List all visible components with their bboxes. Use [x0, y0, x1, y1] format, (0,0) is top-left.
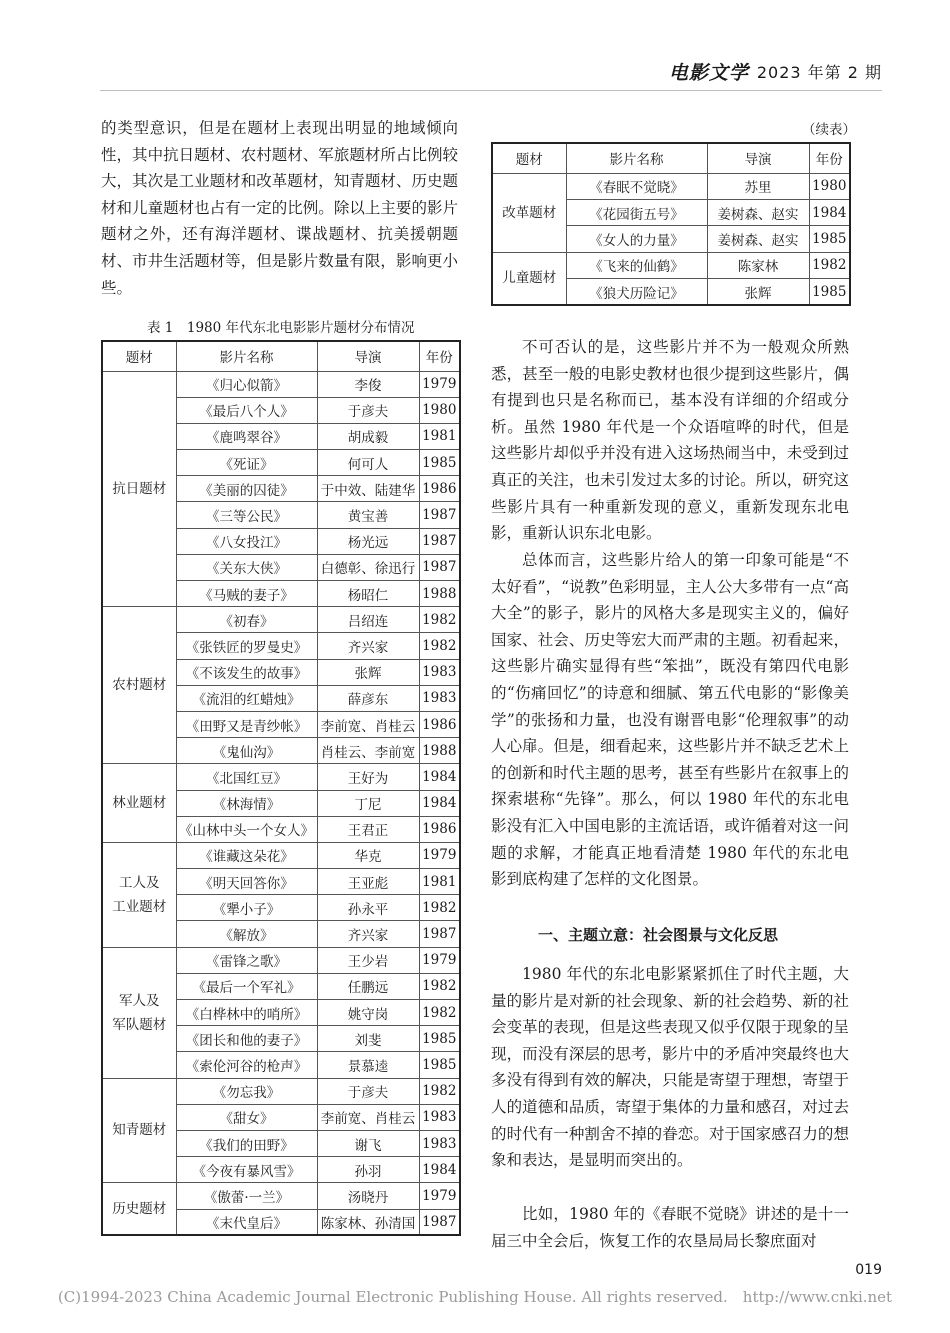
year-cell: 1982: [809, 252, 850, 278]
year-cell: 1979: [419, 842, 460, 868]
director-cell: 谢飞: [317, 1130, 419, 1156]
table2-header-year: 年份: [809, 143, 850, 173]
table-row: [102, 1078, 460, 1104]
year-cell: 1981: [419, 869, 460, 895]
category-cell: 改革题材: [492, 173, 566, 252]
director-cell: 齐兴家: [317, 921, 419, 947]
film-title-cell: 《团长和他的妻子》: [176, 1026, 317, 1052]
director-cell: 姜树森、赵实: [707, 199, 809, 225]
director-cell: 白德彰、徐迅行: [317, 554, 419, 580]
director-cell: 李俊: [317, 371, 419, 397]
film-title-cell: 《林海情》: [176, 790, 317, 816]
film-title-cell: 《关东大侠》: [176, 554, 317, 580]
category-cell: 儿童题材: [492, 252, 566, 305]
film-title-cell: 《山林中头一个女人》: [176, 816, 317, 842]
category-cell: 军人及 军队题材: [102, 947, 176, 1078]
table-row: [102, 1183, 460, 1209]
director-cell: 杨光远: [317, 528, 419, 554]
director-cell: 黄宝善: [317, 502, 419, 528]
film-title-cell: 《甜女》: [176, 1104, 317, 1130]
copyright-footer: (C)1994-2023 China Academic Journal Electronic Publishing House. All rights reserved. http://www.cnki.net: [57, 1288, 893, 1306]
director-cell: 张辉: [707, 279, 809, 305]
header-rule: [100, 90, 882, 91]
year-cell: 1981: [419, 423, 460, 449]
director-cell: 胡成毅: [317, 423, 419, 449]
director-cell: 刘斐: [317, 1026, 419, 1052]
table-row: [492, 252, 850, 278]
film-title-cell: 《花园街五号》: [566, 199, 707, 225]
category-cell: 知青题材: [102, 1078, 176, 1183]
table1-header-year: 年份: [419, 341, 460, 371]
film-title-cell: 《勿忘我》: [176, 1078, 317, 1104]
right-paragraph-1: 不可否认的是，这些影片并不为一般观众所熟悉，甚至一般的电影史教材也很少提到这些影片，偶有提到也只是名称而已，基本没有详细的介绍或分析。虽然 1980 年代是一个众语喧哗的时代，但是这些影片却似乎并没有进入这场热闹当中，未受到过真正的关注，也未引发过太多的讨论。所以，研究这些影片具有一种重新发现的意义，重新发现东北电影，重新认识东北电影。: [491, 338, 849, 543]
year-cell: 1986: [419, 816, 460, 842]
year-cell: 1980: [419, 397, 460, 423]
right-paragraph-3: 1980 年代的东北电影紧紧抓住了时代主题，大量的影片是对新的社会现象、新的社会趋势、新的社会变革的表现，但是这些表现又似乎仅限于现象的呈现，而没有深层的思考，影片中的矛盾冲突最终也大多没有得到有效的解决，只能是寄望于理想，寄望于人的道德和品质，寄望于集体的力量和感召，对过去的时代有一种割舍不掉的眷恋。对于国家感召力的想象和表达，是显明而突出的。: [491, 965, 849, 1170]
director-cell: 陈家林、孙清国: [317, 1209, 419, 1235]
year-cell: 1982: [419, 973, 460, 999]
director-cell: 丁尼: [317, 790, 419, 816]
film-title-cell: 《犟小子》: [176, 895, 317, 921]
table2: [491, 142, 851, 306]
film-title-cell: 《三等公民》: [176, 502, 317, 528]
film-title-cell: 《谁藏这朵花》: [176, 842, 317, 868]
table1-header-category: 题材: [102, 341, 176, 371]
film-title-cell: 《不该发生的故事》: [176, 659, 317, 685]
director-cell: 孙羽: [317, 1157, 419, 1183]
director-cell: 吕绍连: [317, 607, 419, 633]
table-row: [102, 764, 460, 790]
film-title-cell: 《狼犬历险记》: [566, 279, 707, 305]
director-cell: 姜树森、赵实: [707, 226, 809, 252]
film-title-cell: 《春眠不觉晓》: [566, 173, 707, 199]
film-title-cell: 《女人的力量》: [566, 226, 707, 252]
table-row: [102, 842, 460, 868]
year-cell: 1984: [809, 199, 850, 225]
year-cell: 1987: [419, 921, 460, 947]
year-cell: 1980: [809, 173, 850, 199]
table2-header-title: 影片名称: [566, 143, 707, 173]
film-title-cell: 《明天回答你》: [176, 869, 317, 895]
year-cell: 1986: [419, 711, 460, 737]
year-cell: 1984: [419, 764, 460, 790]
film-title-cell: 《最后一个军礼》: [176, 973, 317, 999]
table2-header-director: 导演: [707, 143, 809, 173]
year-cell: 1985: [419, 1052, 460, 1078]
film-title-cell: 《我们的田野》: [176, 1130, 317, 1156]
left-intro-paragraph: 的类型意识，但是在题材上表现出明显的地域倾向性，其中抗日题材、农村题材、军旅题材所占比例较大，其次是工业题材和改革题材，知青题材、历史题材和儿童题材也占有一定的比例。除以上主要的影片题材之外，还有海洋题材、谍战题材、抗美援朝题材、市井生活题材等，但是影片数量有限，影响更小些。: [101, 119, 458, 297]
film-title-cell: 《流泪的红蜡烛》: [176, 685, 317, 711]
right-paragraph-4: 比如，1980 年的《春眠不觉晓》讲述的是十一届三中全会后，恢复工作的农垦局局长黎庶面对: [491, 1205, 849, 1250]
film-title-cell: 《北国红豆》: [176, 764, 317, 790]
category-cell: 抗日题材: [102, 371, 176, 607]
director-cell: 何可人: [317, 450, 419, 476]
running-header: [669, 58, 882, 85]
table1-header-director: 导演: [317, 341, 419, 371]
section-heading: 一、主题立意：社会图景与文化反思: [538, 926, 779, 944]
director-cell: 王少岩: [317, 947, 419, 973]
film-title-cell: 《解放》: [176, 921, 317, 947]
director-cell: 于中效、陆建华: [317, 476, 419, 502]
year-cell: 1985: [419, 450, 460, 476]
film-title-cell: 《雷锋之歌》: [176, 947, 317, 973]
category-cell: 历史题材: [102, 1183, 176, 1235]
film-title-cell: 《田野又是青纱帐》: [176, 711, 317, 737]
right-paragraph-2: 总体而言，这些影片给人的第一印象可能是“不太好看”，“说教”色彩明显，主人公大多带有一点“高大全”的影子，影片的风格大多是现实主义的，偏好国家、社会、历史等宏大而严肃的主题。初看起来，这些影片确实显得有些“笨拙”，既没有第四代电影的“伤痛回忆”的诗意和细腻、第五代电影的“影像美学”的张扬和力量，也没有谢晋电影“伦理叙事”的动人心扉。但是，细看起来，这些影片并不缺乏艺术上的创新和时代主题的思考，甚至有些影片在叙事上的探索堪称“先锋”。那么，何以 1980 年代的东北电影没有汇入中国电影的主流话语，或许循着对这一问题的求解，才能真正地看清楚 1980 年代的东北电影到底构建了怎样的文化图景。: [491, 551, 849, 889]
film-title-cell: 《鬼仙沟》: [176, 738, 317, 764]
journal-logo: 电影文学: [668, 62, 749, 84]
director-cell: 孙永平: [317, 895, 419, 921]
director-cell: 陈家林: [707, 252, 809, 278]
year-cell: 1987: [419, 1209, 460, 1235]
year-cell: 1987: [419, 554, 460, 580]
year-cell: 1984: [419, 790, 460, 816]
year-cell: 1982: [419, 1078, 460, 1104]
film-title-cell: 《八女投江》: [176, 528, 317, 554]
director-cell: 王君正: [317, 816, 419, 842]
director-cell: 杨昭仁: [317, 581, 419, 607]
director-cell: 王亚彪: [317, 869, 419, 895]
film-title-cell: 《张铁匠的罗曼史》: [176, 633, 317, 659]
table1: [101, 340, 461, 1236]
page-number: 019: [855, 1262, 882, 1278]
category-cell: 农村题材: [102, 607, 176, 764]
year-cell: 1987: [419, 502, 460, 528]
film-title-cell: 《归心似箭》: [176, 371, 317, 397]
year-cell: 1988: [419, 738, 460, 764]
director-cell: 姚守岗: [317, 1000, 419, 1026]
year-cell: 1983: [419, 685, 460, 711]
film-title-cell: 《白桦林中的哨所》: [176, 1000, 317, 1026]
director-cell: 李前宽、肖桂云: [317, 711, 419, 737]
category-cell: 林业题材: [102, 764, 176, 843]
year-cell: 1982: [419, 1000, 460, 1026]
table-row: [492, 173, 850, 199]
director-cell: 肖桂云、李前宽: [317, 738, 419, 764]
film-title-cell: 《今夜有暴风雪》: [176, 1157, 317, 1183]
film-title-cell: 《鹿鸣翠谷》: [176, 423, 317, 449]
film-title-cell: 《飞来的仙鹤》: [566, 252, 707, 278]
table-row: [102, 947, 460, 973]
director-cell: 齐兴家: [317, 633, 419, 659]
table-row: [102, 371, 460, 397]
year-cell: 1983: [419, 1130, 460, 1156]
film-title-cell: 《最后八个人》: [176, 397, 317, 423]
director-cell: 于彦夫: [317, 1078, 419, 1104]
year-cell: 1986: [419, 476, 460, 502]
year-cell: 1983: [419, 1104, 460, 1130]
film-title-cell: 《马贼的妻子》: [176, 581, 317, 607]
year-cell: 1982: [419, 607, 460, 633]
director-cell: 于彦夫: [317, 397, 419, 423]
year-cell: 1979: [419, 947, 460, 973]
director-cell: 薛彦东: [317, 685, 419, 711]
director-cell: 任鹏远: [317, 973, 419, 999]
year-cell: 1979: [419, 371, 460, 397]
year-cell: 1982: [419, 633, 460, 659]
year-cell: 1985: [809, 279, 850, 305]
category-cell: 工人及 工业题材: [102, 842, 176, 947]
year-cell: 1985: [809, 226, 850, 252]
director-cell: 景慕逵: [317, 1052, 419, 1078]
issue-label: 2023 年第 2 期: [756, 63, 882, 82]
table1-caption: 表 1 1980 年代东北电影影片题材分布情况: [147, 320, 415, 336]
year-cell: 1985: [419, 1026, 460, 1052]
director-cell: 华克: [317, 842, 419, 868]
year-cell: 1984: [419, 1157, 460, 1183]
continued-label: （续表）: [802, 122, 856, 138]
director-cell: 汤晓丹: [317, 1183, 419, 1209]
director-cell: 苏里: [707, 173, 809, 199]
director-cell: 李前宽、肖桂云: [317, 1104, 419, 1130]
film-title-cell: 《索伦河谷的枪声》: [176, 1052, 317, 1078]
year-cell: 1983: [419, 659, 460, 685]
table1-header-title: 影片名称: [176, 341, 317, 371]
year-cell: 1987: [419, 528, 460, 554]
year-cell: 1979: [419, 1183, 460, 1209]
table2-header-category: 题材: [492, 143, 566, 173]
film-title-cell: 《美丽的囚徒》: [176, 476, 317, 502]
year-cell: 1988: [419, 581, 460, 607]
year-cell: 1982: [419, 895, 460, 921]
film-title-cell: 《末代皇后》: [176, 1209, 317, 1235]
table-row: [102, 607, 460, 633]
director-cell: 王好为: [317, 764, 419, 790]
film-title-cell: 《傲蕾·一兰》: [176, 1183, 317, 1209]
director-cell: 张辉: [317, 659, 419, 685]
film-title-cell: 《初春》: [176, 607, 317, 633]
film-title-cell: 《死证》: [176, 450, 317, 476]
